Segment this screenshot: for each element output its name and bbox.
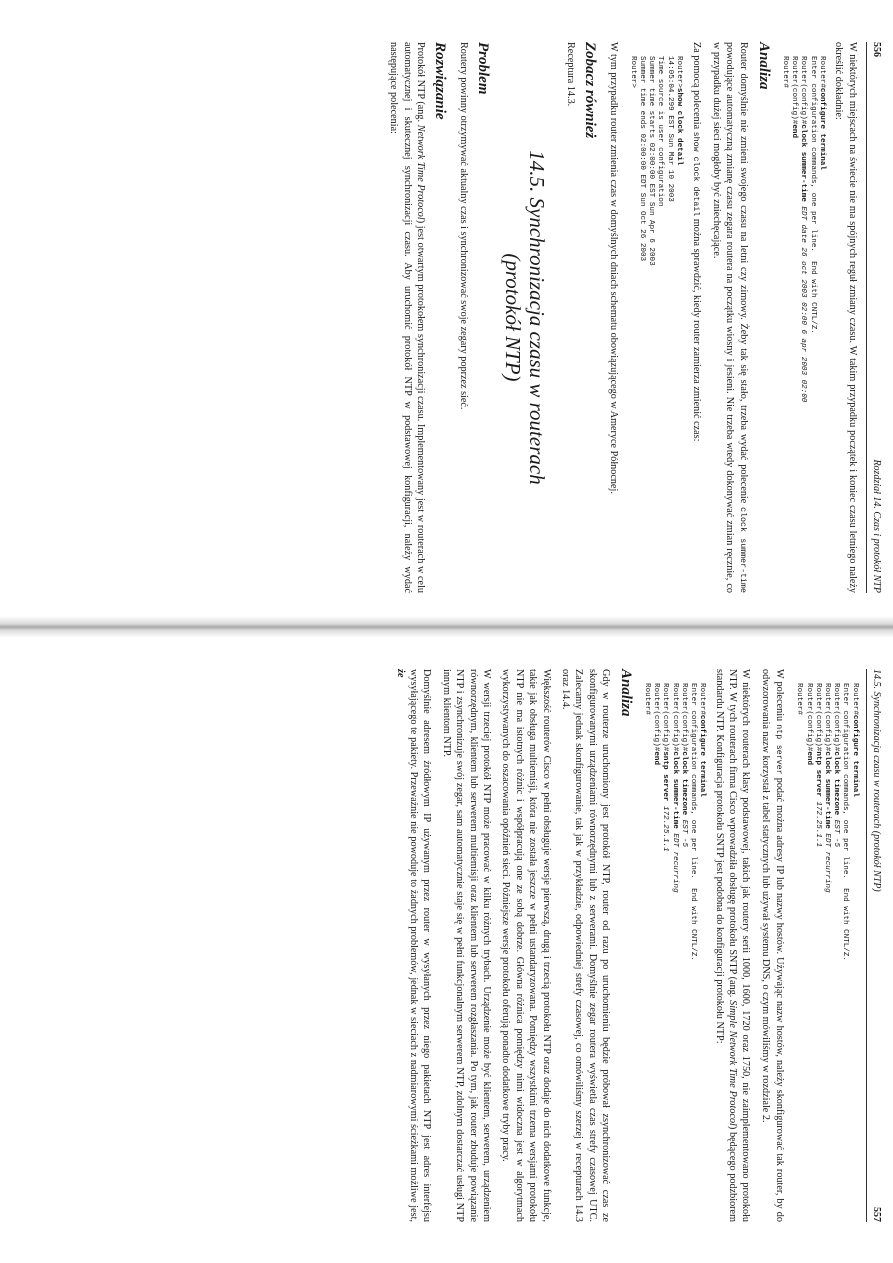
analysis-paragraph: Za pomocą polecenia show clock detail można sprawdzić, kiedy router zamierza zmienić czas: [691, 42, 703, 442]
running-head [866, 669, 883, 1222]
solution-text: Protokół NTP (ang. Network Time Protocol) jest otwartym protokołem synchronizacji czasu. Implementowany jest w routerach w celu automatycznej i skutecznej synchronizacji czasu. Aby uruchomić protokół NTP w podstawowej konfiguracji, należy wydać następujące polecenia: [388, 42, 427, 593]
code-listing: Router#configure terminal Enter configuration commands, one per line. End with CNTL/Z. Router(config)#clock timezone EST -5 Router(config)#clock summer-time EDT recurring Router(config)#ntp server 172.25.1.1 Router(config)#end Router# [795, 683, 859, 961]
section-heading-see-also: Zobacz również [582, 42, 599, 139]
intro-paragraph: W niektórych miejscach na świecie nie ma spójnych reguł zmiany czasu. W takim przypadku początek i koniec czasu letniego należy określić dokładnie: [833, 42, 858, 593]
running-head-title: Rozdział 14. Czas i protokół NTP [871, 459, 882, 593]
running-head [866, 42, 883, 593]
section-heading-analysis: Analiza [617, 669, 634, 717]
running-head-title: 14.5. Synchronizacja czasu w routerach (protokół NTP) [871, 669, 882, 892]
body-paragraph: W wersji trzeciej protokół NTP może pracować w kilku różnych trybach. Urządzenie może być klientem, serwerem, urządzeniem równorzędnym, klientem lub serwerem multiemisji oraz klientem lub serwerem rozgłaszania. Po tym, jak router zbuduje powiązanie NTP i zsynchronizuje swój zegar, sam automatycznie staje się w pełni funkcjonalnym serwerem NTP, zdolnym dostarczać usługi NTP innym klientom NTP. [440, 669, 493, 1222]
body-paragraph: Gdy w routerze uruchomiony jest protokół NTP, router od razu po uruchomieniu będzie próbował zsynchronizować czas ze skonfigurowanymi urządzeniami równorzędnymi lub z serwerami. Domyślnie zegar routera wyświetla czas strefy czasowej UTC. Zalecamy jednak skonfigurowanie, tak jak w przykładzie, odpowiedniej strefy czasowej, co omówiliśmy szerzej w recepturach 14.3 oraz 14.4. [560, 669, 612, 1222]
see-also-text: Receptura 14.3. [564, 42, 576, 107]
chapter-title: 14.5. Synchronizacja czasu w routerach (protokół NTP) [501, 150, 550, 485]
analysis-paragraph: W tym przypadku router zmienia czas w domyślnych dniach schematu obowiązującego w Ameryce Północnej. [607, 42, 619, 494]
right-page [0, 637, 893, 1262]
section-heading-solution: Rozwiązanie [432, 42, 449, 120]
page-number: 556 [871, 42, 882, 57]
section-heading-analysis: Analiza [755, 42, 772, 90]
body-paragraph: Większość routerów Cisco w pełni obsługuje wersje pierwszą, drugą i trzecią protokołu NTP oraz dodaje do nich dodatkowe funkcje, takie jak obsługa multiemisji, która nie została jeszcze w pełni ustandaryzowana. Pomiędzy wszystkimi trzema wersjami protokołu NTP nie ma istotnych różnic i współpracują one ze sobą dobrze. Główna różnica pomiędzy nimi widoczna jest w algorytmach wykorzystywanych do oszacowania opóźnień sieci. Późniejsze wersje protokołu oferują ponadto dodatkowe tryby pracy. [500, 669, 552, 1222]
body-paragraph: Domyślnie adresem źródłowym IP używanym przez router w wysyłanych przez niego pakietach NTP jest adres interfejsu wysyłającego te pakiety. Przeważnie nie powoduje to żadnych problemów, jednak w sieciach z nadmiarowymi ścieżkami możliwe jest, że [394, 669, 433, 1222]
page-fold-shadow [0, 616, 893, 638]
left-page [0, 0, 893, 625]
body-paragraph: W niektórych routerach klasy podstawowej, takich jak routery serii 1000, 1600, 1720 oraz 1750, nie zaimplementowano protokołu NTP. W tych routerach firma Cisco wprowadziła obsługę protokołu SNTP (ang. Simple Network Time Protocol) będącego podzbiorem standardu NTP. Konfiguracja protokołu SNTP jest podobna do konfiguracji protokołu NTP: [713, 669, 752, 1222]
problem-text: Routery powinny otrzymywać aktualny czas i synchronizować swoje zegary poprzez sieć. [457, 42, 469, 410]
page-number: 557 [871, 1207, 882, 1222]
section-heading-problem: Problem [475, 42, 492, 95]
analysis-paragraph: Router domyślnie nie zmieni swojego czasu na letni czy zimowy. Żeby tak się stało, trzeba wydać polecenie clock summer-time powodujące automatyczną zmianę czasu zegara routera na początku wiosny i jesieni. Nie trzeba wtedy dokonywać zmian ręcznie, co w przypadku dużej sieci mogłoby być zniechęcające. [710, 42, 750, 593]
code-listing: Router>show clock detail 14:05:04.299 EST Sun Mar 10 2003 Time source is user configuration Summer time starts 02:00:00 EST Sun Apr 6 2003 Summer time ends 02:00:00 EDT Sun Oct 26 2003 Router> [628, 56, 683, 266]
code-listing: Router#configure terminal Enter configuration commands, one per line. End with CNTL/Z. Router(config)#clock timezone EST -5 Router(config)#clock summer-time EDT recurring Router(config)#sntp server 172.25.1.1 Router(config)#end Router# [642, 683, 707, 961]
body-paragraph: W poleceniu ntp server podać można adresy IP lub nazwy hostów. Używając nazw hostów, należy skonfigurować tak router, by do odwzorowania nazw korzystał z tabel statycznych lub używał systemu DNS, o czym mówiliśmy w rozdziale 2. [759, 669, 786, 1222]
code-listing: Router#configure terminal Enter configuration commands, one per line. End with CNTL/Z. Router(config)#clock summer-time EDT date 26 oct 2003 02:00 6 apr 2003 02:00 Router(config)#end Router# [780, 56, 826, 403]
